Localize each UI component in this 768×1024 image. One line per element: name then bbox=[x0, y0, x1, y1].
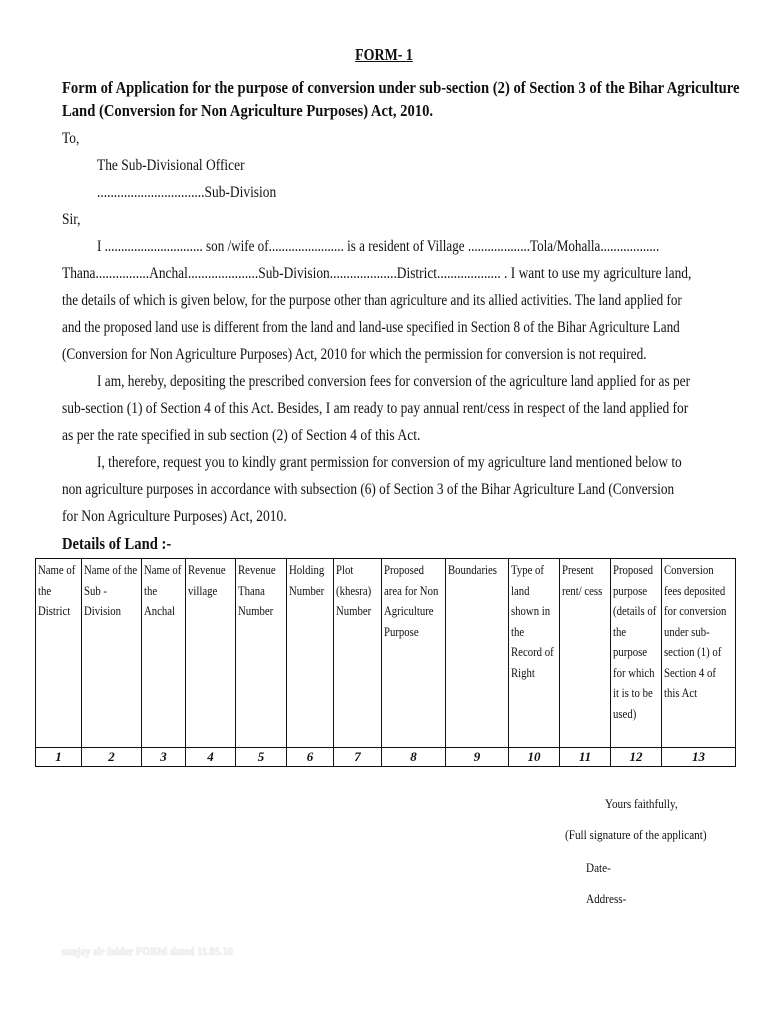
column-number: 5 bbox=[236, 748, 287, 767]
column-header: Plot (khesra) Number bbox=[334, 559, 382, 748]
body-line-8: as per the rate specified in sub section (2) of Section 4 of this Act. bbox=[62, 427, 421, 444]
column-number: 10 bbox=[509, 748, 560, 767]
salutation: Sir, bbox=[62, 211, 81, 228]
column-header: Boundaries bbox=[446, 559, 509, 748]
column-number: 13 bbox=[662, 748, 736, 767]
body-line-11: for Non Agriculture Purposes) Act, 2010. bbox=[62, 508, 287, 525]
column-header: Present rent/ cess bbox=[560, 559, 611, 748]
column-number: 4 bbox=[186, 748, 236, 767]
column-number: 2 bbox=[82, 748, 142, 767]
land-details-table bbox=[35, 558, 736, 767]
body-line-9: I, therefore, request you to kindly grant permission for conversion of my agriculture land mentioned below to bbox=[97, 454, 682, 471]
body-line-7: sub-section (1) of Section 4 of this Act. Besides, I am ready to pay annual rent/cess in respect of the land applied for bbox=[62, 400, 689, 417]
column-header: Name of the Sub - Division bbox=[82, 559, 142, 748]
subject-line-1: Form of Application for the purpose of conversion under sub-section (2) of Section 3 of the Bihar Agriculture bbox=[62, 78, 740, 97]
column-number: 11 bbox=[560, 748, 611, 767]
column-header: Proposed purpose (details of the purpose for which it is to be used) bbox=[611, 559, 662, 748]
column-number: 9 bbox=[446, 748, 509, 767]
table-header-row bbox=[36, 559, 736, 748]
column-header: Name of the District bbox=[36, 559, 82, 748]
subject-line-2: Land (Conversion for Non Agriculture Purposes) Act, 2010. bbox=[62, 101, 434, 120]
column-header: Proposed area for Non Agriculture Purpose bbox=[382, 559, 446, 748]
column-number-row bbox=[36, 748, 736, 767]
form-subject bbox=[62, 76, 740, 122]
body-line-4: and the proposed land use is different from the land and land-use specified in Section 8 of the Bihar Agriculture Land bbox=[62, 319, 680, 336]
column-header: Type of land shown in the Record of Right bbox=[509, 559, 560, 748]
signature-label: (Full signature of the applicant) bbox=[565, 827, 707, 842]
column-header: Name of the Anchal bbox=[142, 559, 186, 748]
details-heading: Details of Land :- bbox=[62, 534, 172, 553]
footer-note: sanjay sir folder FORM dated 11.05.10 bbox=[62, 944, 233, 958]
body-line-3: the details of which is given below, for the purpose other than agriculture and its allied activities. The land applied for bbox=[62, 292, 682, 309]
form-title: FORM- 1 bbox=[355, 45, 413, 64]
column-header: Revenue village bbox=[186, 559, 236, 748]
closing-text: Yours faithfully, bbox=[605, 796, 678, 811]
column-header: Holding Number bbox=[287, 559, 334, 748]
column-number: 12 bbox=[611, 748, 662, 767]
addressee-subdivision: ................................Sub-Division bbox=[97, 184, 277, 201]
body-line-2: Thana................Anchal.....................Sub-Division....................District................... . I want to use my agriculture land, bbox=[62, 265, 692, 282]
body-line-5: (Conversion for Non Agriculture Purposes) Act, 2010 for which the permission for conversion is not required. bbox=[62, 346, 647, 363]
body-line-6: I am, hereby, depositing the prescribed conversion fees for conversion of the agriculture land applied for as per bbox=[97, 373, 691, 390]
addressee-officer: The Sub-Divisional Officer bbox=[97, 157, 245, 174]
column-number: 7 bbox=[334, 748, 382, 767]
body-line-10: non agriculture purposes in accordance with subsection (6) of Section 3 of the Bihar Agriculture Land (Conversion bbox=[62, 481, 675, 498]
addressee-to: To, bbox=[62, 130, 80, 147]
column-header: Revenue Thana Number bbox=[236, 559, 287, 748]
column-number: 1 bbox=[36, 748, 82, 767]
column-number: 6 bbox=[287, 748, 334, 767]
address-label: Address- bbox=[586, 891, 627, 906]
column-number: 3 bbox=[142, 748, 186, 767]
date-label: Date- bbox=[586, 860, 611, 875]
body-line-1: I .............................. son /wife of....................... is a resident of Village ...................Tola/Mohalla.................. bbox=[97, 238, 660, 255]
column-number: 8 bbox=[382, 748, 446, 767]
column-header: Conversion fees deposited for conversion under sub-section (1) of Section 4 of this Act bbox=[662, 559, 736, 748]
